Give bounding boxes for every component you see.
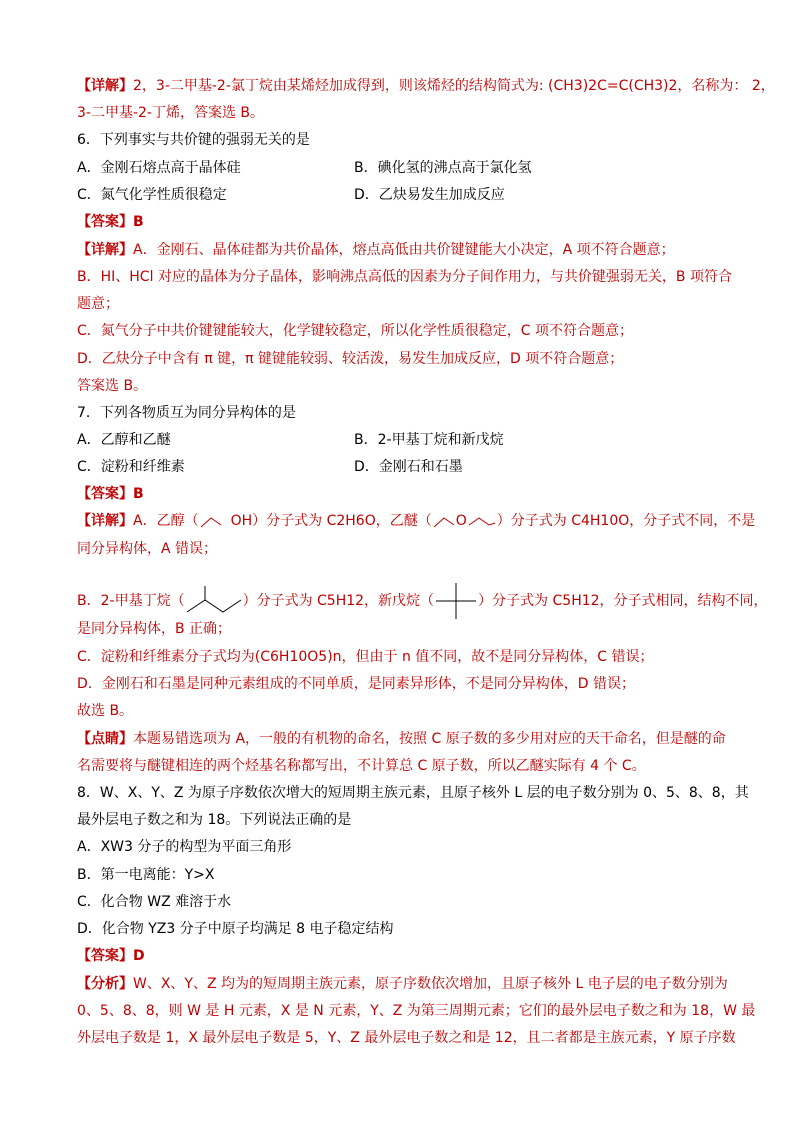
q7-note-2: 名需要将与醚键相连的两个烃基名称都写出，不计算总 C 原子数，所以乙醚实际有 4 个 C。 xyxy=(77,758,646,774)
q7-detail-b-line xyxy=(77,581,768,621)
q7-detail-d: D．金刚石和石墨是同种元素组成的不同单质，是同素异形体，不是同分异构体，D 错误； xyxy=(77,676,636,692)
q7-detail-b-2: ）分子式为 C5H12，新戊烷（ xyxy=(242,593,435,609)
ether-o-label: O xyxy=(455,513,467,529)
q6-detail-c: C．氮气分子中共价键键能较大，化学键较稳定，所以化学性质很稳定，C 项不符合题意； xyxy=(77,323,633,339)
q5-detail-tag: 【详解】 xyxy=(77,78,133,94)
q7-answer-tag: 【答案】 xyxy=(77,486,133,502)
q8-option-a: A．XW3 分子的构型为平面三角形 xyxy=(77,839,292,855)
q6-detail-a-text: A．金刚石、晶体硅都为共价晶体，熔点高低由共价键键能大小决定，A 项不符合题意； xyxy=(133,242,675,258)
q7-option-b: B．2-甲基丁烷和新戊烷 xyxy=(354,432,504,448)
q7-stem: 7．下列各物质互为同分异构体的是 xyxy=(77,405,296,421)
q7-detail-b-1: B．2-甲基丁烷（ xyxy=(77,593,185,609)
q8-answer xyxy=(77,947,145,965)
q6-detail-a xyxy=(77,241,675,259)
q7-detail-a-4: 同分异构体，A 错误； xyxy=(77,541,218,557)
q8-option-c: C．化合物 WZ 难溶于水 xyxy=(77,894,232,910)
q8-analysis-2: 0、5、8、8，则 W 是 H 元素，X 是 N 元素，Y、Z 为第三周期元素；它们的最外层电子数之和为 18，W 最 xyxy=(77,1003,756,1019)
q6-stem: 6．下列事实与共价键的强弱无关的是 xyxy=(77,132,310,148)
q7-answer xyxy=(77,485,144,503)
q7-answer-value: B xyxy=(133,486,144,502)
q7-note-1-text: 本题易错选项为 A，一般的有机物的命名，按照 C 原子数的多少用对应的天干命名，但是醚的命 xyxy=(133,731,726,747)
q8-analysis-1-text: W、X、Y、Z 均为的短周期主族元素，原子序数依次增加，且原子核外 L 电子层的电子数分别为 xyxy=(133,976,728,992)
q7-detail-tag: 【详解】 xyxy=(77,513,133,529)
q7-detail-c: C．淀粉和纤维素分子式均为(C6H10O5)n，但由于 n 值不同，故不是同分异构体，C 错误； xyxy=(77,649,654,665)
q7-detail-b-3: ）分子式为 C5H12，分子式相同，结构不同， xyxy=(478,593,768,609)
q8-analysis-1 xyxy=(77,975,728,993)
q8-analysis-3: 外层电子数是 1，X 最外层电子数是 5，Y、Z 最外层电子数之和是 12，且二者都是主族元素，Y 原子序数 xyxy=(77,1030,736,1046)
q6-detail-d: D．乙炔分子中含有 π 键，π 键键能较弱、较活泼，易发生加成反应，D 项不符合题意； xyxy=(77,351,624,367)
q7-option-c: C．淀粉和纤维素 xyxy=(77,459,185,475)
q7-detail-a-2: ）分子式为 C2H6O，乙醚（ xyxy=(252,513,432,529)
q7-option-d: D．金刚石和石墨 xyxy=(354,459,463,475)
q5-detail-text-b: ，名称为： 2， xyxy=(677,78,775,94)
q7-detail-a-3: ）分子式为 C4H10O，分子式不同，不是 xyxy=(496,513,756,529)
q6-option-c: C．氮气化学性质很稳定 xyxy=(77,187,227,203)
q6-detail-b-1: B．HI、HCl 对应的晶体为分子晶体，影响沸点高低的因素为分子间作用力，与共价键强弱无关，B 项符合 xyxy=(77,269,732,285)
q7-conclusion: 故选 B。 xyxy=(77,703,134,719)
q6-answer-tag: 【答案】 xyxy=(77,214,133,230)
q8-answer-tag: 【答案】 xyxy=(77,948,133,964)
ether-left-chain-icon xyxy=(432,513,456,529)
q7-detail-b-4: 是同分异构体，B 正确； xyxy=(77,621,232,637)
q6-detail-tag: 【详解】 xyxy=(77,242,133,258)
q5-detail-text-a: 2，3-二甲基-2-氯丁烷由某烯烃加成得到，则该烯烃的结构简式为: xyxy=(133,78,549,94)
q8-answer-value: D xyxy=(133,948,145,964)
q6-conclusion: 答案选 B。 xyxy=(77,378,148,394)
ethanol-oh-label: OH xyxy=(230,513,253,529)
q6-option-b: B．碘化氢的沸点高于氯化氢 xyxy=(354,160,532,176)
q5-detail-line-2: 3-二甲基-2-丁烯，答案选 B。 xyxy=(77,105,265,121)
q6-option-a: A．金刚石熔点高于晶体硅 xyxy=(77,160,241,176)
q7-option-a: A．乙醇和乙醚 xyxy=(77,432,171,448)
q5-formula: (CH3)2C=C(CH3)2 xyxy=(548,78,678,94)
q8-stem-2: 最外层电子数之和为 18。下列说法正确的是 xyxy=(77,812,352,828)
q7-detail-a-line xyxy=(77,512,755,530)
q6-answer-value: B xyxy=(133,214,144,230)
q7-note-1 xyxy=(77,730,726,748)
methylbutane-structure-icon xyxy=(185,584,243,618)
ether-right-chain-icon xyxy=(467,513,497,529)
q7-note-tag: 【点睛】 xyxy=(77,731,133,747)
q6-option-d: D．乙炔易发生加成反应 xyxy=(354,187,505,203)
neopentane-structure-icon xyxy=(434,581,478,621)
q5-detail-line-1 xyxy=(77,77,775,95)
q6-detail-b-2: 题意； xyxy=(77,296,119,312)
q8-analysis-tag: 【分析】 xyxy=(77,976,133,992)
q6-answer xyxy=(77,213,144,231)
q7-detail-a-1: A．乙醇（ xyxy=(133,513,199,529)
q8-option-b: B．第一电离能：Y>X xyxy=(77,867,215,883)
q8-option-d: D．化合物 YZ3 分子中原子均满足 8 电子稳定结构 xyxy=(77,921,394,937)
q8-stem-1: 8．W、X、Y、Z 为原子序数依次增大的短周期主族元素，且原子核外 L 层的电子数分别为 0、5、8、8，其 xyxy=(77,785,749,801)
ethanol-structure-icon xyxy=(199,513,231,529)
